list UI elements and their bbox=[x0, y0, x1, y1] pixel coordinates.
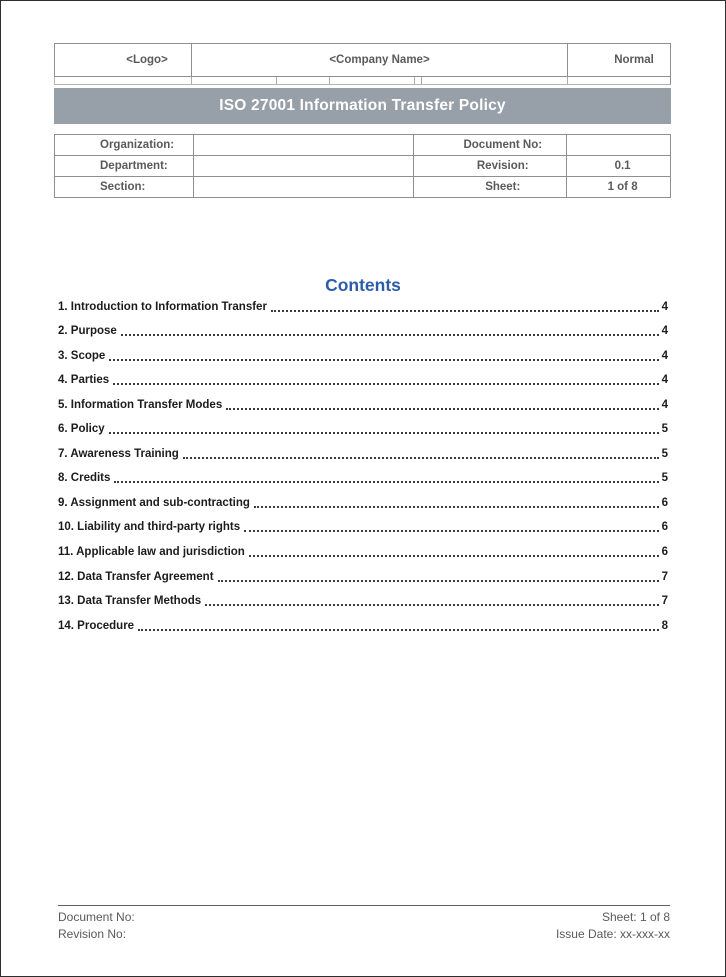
dot-leader bbox=[244, 530, 658, 532]
toc-page-number: 7 bbox=[661, 570, 668, 583]
toc-item[interactable] bbox=[58, 534, 668, 559]
toc-page-number: 8 bbox=[661, 619, 668, 632]
toc-page-number: 4 bbox=[661, 349, 668, 362]
department-value-field[interactable] bbox=[193, 156, 413, 177]
spacer-cell bbox=[422, 77, 568, 84]
logo-placeholder bbox=[55, 44, 192, 76]
spacer-cell bbox=[277, 77, 330, 84]
document-title: ISO 27001 Information Transfer Policy bbox=[219, 97, 506, 114]
metadata-table bbox=[54, 134, 671, 198]
toc-item[interactable] bbox=[58, 584, 668, 609]
header-spacer-row bbox=[54, 77, 671, 85]
toc-item-label: 3. Scope bbox=[58, 349, 106, 362]
metadata-row bbox=[55, 156, 671, 177]
document-no-value-field[interactable] bbox=[567, 135, 671, 156]
toc-page-number: 5 bbox=[661, 447, 668, 460]
dot-leader bbox=[226, 408, 658, 410]
toc-page-number: 6 bbox=[661, 546, 668, 559]
classification-text: Normal bbox=[614, 54, 654, 66]
revision-label: Revision: bbox=[414, 156, 567, 177]
toc-page-number: 4 bbox=[661, 300, 668, 313]
dot-leader bbox=[271, 310, 659, 312]
footer-document-no-label: Document No: bbox=[58, 910, 135, 924]
toc-page-number: 4 bbox=[661, 325, 668, 338]
toc-item-label: 4. Parties bbox=[58, 374, 110, 387]
spacer-cell bbox=[55, 77, 192, 84]
metadata-row bbox=[55, 135, 671, 156]
footer-right-block bbox=[58, 909, 670, 943]
toc-page-number: 5 bbox=[661, 472, 668, 485]
toc-item-label: 13. Data Transfer Methods bbox=[58, 595, 202, 608]
toc-item-label: 1. Introduction to Information Transfer bbox=[58, 300, 267, 313]
revision-value: 0.1 bbox=[567, 156, 671, 177]
dot-leader bbox=[218, 580, 659, 582]
spacer-cell bbox=[330, 77, 415, 84]
dot-leader bbox=[138, 629, 659, 631]
metadata-row bbox=[55, 177, 671, 198]
organization-label: Organization: bbox=[55, 135, 194, 156]
toc-item[interactable] bbox=[58, 363, 668, 388]
classification-cell bbox=[568, 44, 670, 76]
sheet-label: Sheet: bbox=[414, 177, 567, 198]
footer-sheet-info: Sheet: 1 of 8 bbox=[601, 910, 670, 924]
department-label: Department: bbox=[55, 156, 194, 177]
document-title-banner bbox=[54, 88, 671, 124]
toc-item-label: 12. Data Transfer Agreement bbox=[58, 570, 214, 583]
toc-item-label: 2. Purpose bbox=[58, 325, 117, 338]
toc-page-number: 5 bbox=[661, 423, 668, 436]
organization-value-field[interactable] bbox=[193, 135, 413, 156]
dot-leader bbox=[121, 334, 659, 336]
section-label: Section: bbox=[55, 177, 194, 198]
dot-leader bbox=[113, 383, 658, 385]
dot-leader bbox=[114, 481, 658, 483]
toc-item[interactable] bbox=[58, 608, 668, 633]
section-value-field[interactable] bbox=[193, 177, 413, 198]
dot-leader bbox=[109, 359, 658, 361]
toc-item[interactable] bbox=[58, 461, 668, 486]
toc-page-number: 4 bbox=[661, 374, 668, 387]
contents-heading: Contents bbox=[325, 275, 401, 295]
toc-item[interactable] bbox=[58, 559, 668, 584]
logo-placeholder-text: <Logo> bbox=[126, 54, 168, 66]
sheet-value: 1 of 8 bbox=[567, 177, 671, 198]
company-name-placeholder bbox=[192, 44, 568, 76]
toc-item[interactable] bbox=[58, 387, 668, 412]
toc-item-label: 11. Applicable law and jurisdiction bbox=[58, 546, 245, 559]
toc-item-label: 5. Information Transfer Modes bbox=[58, 398, 223, 411]
dot-leader bbox=[109, 432, 659, 434]
toc-page-number: 6 bbox=[661, 496, 668, 509]
footer-issue-date: Issue Date: xx-xxx-xx bbox=[555, 927, 670, 941]
toc-item-label: 8. Credits bbox=[58, 472, 111, 485]
toc-item-label: 6. Policy bbox=[58, 423, 105, 436]
footer-revision-no-label: Revision No: bbox=[58, 927, 127, 941]
toc-item[interactable] bbox=[58, 412, 668, 437]
toc-item-label: 7. Awareness Training bbox=[58, 447, 179, 460]
dot-leader bbox=[183, 457, 659, 459]
toc-page-number: 4 bbox=[661, 398, 668, 411]
document-no-label: Document No: bbox=[414, 135, 567, 156]
company-name-text: <Company Name> bbox=[329, 54, 430, 66]
toc-item-label: 9. Assignment and sub-contracting bbox=[58, 496, 250, 509]
header-table bbox=[54, 43, 671, 77]
toc-item[interactable] bbox=[58, 485, 668, 510]
toc-page-number: 6 bbox=[661, 521, 668, 534]
toc-item[interactable] bbox=[58, 510, 668, 535]
dot-leader bbox=[249, 555, 659, 557]
spacer-cell bbox=[192, 77, 277, 84]
footer-divider bbox=[58, 905, 670, 906]
toc-page-number: 7 bbox=[661, 595, 668, 608]
dot-leader bbox=[205, 604, 658, 606]
toc-item[interactable] bbox=[58, 314, 668, 339]
toc-item[interactable] bbox=[58, 289, 668, 314]
spacer-cell bbox=[415, 77, 422, 84]
spacer-cell bbox=[568, 77, 670, 84]
toc-item-label: 14. Procedure bbox=[58, 619, 135, 632]
dot-leader bbox=[254, 506, 659, 508]
table-of-contents bbox=[58, 289, 668, 633]
toc-item[interactable] bbox=[58, 436, 668, 461]
toc-item[interactable] bbox=[58, 338, 668, 363]
toc-item-label: 10. Liability and third-party rights bbox=[58, 521, 241, 534]
